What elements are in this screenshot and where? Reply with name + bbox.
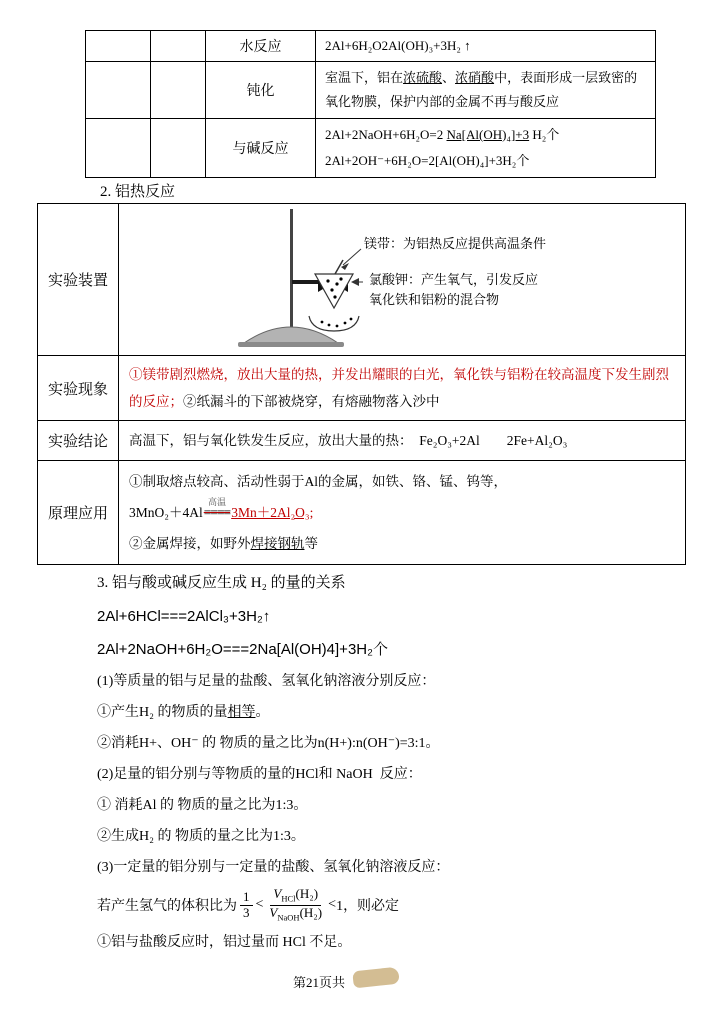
phenomenon-black-text: ②纸漏斗的下部被烧穿，有熔融物落入沙中	[183, 394, 440, 409]
volume-fraction	[266, 887, 325, 923]
text-run: 1，则必定	[336, 899, 400, 914]
equation-left: 3MnO₂＋4Al	[129, 505, 203, 520]
stand-rod	[290, 209, 293, 339]
alkali-reaction-label: 与碱反应	[206, 119, 316, 178]
section-3-heading: 3. 铝与酸或碱反应生成 H₂ 的量的关系	[97, 575, 346, 591]
text-run: 等	[304, 536, 318, 551]
underlined-acid-1: 浓硫酸	[403, 70, 443, 85]
equals-sign: ====	[203, 505, 231, 520]
text-run: (H₂)	[295, 886, 319, 902]
text-run: 。	[255, 705, 270, 720]
apparatus-header: 实验装置	[38, 204, 119, 356]
text-run: 2Al+2NaOH+6H₂O=2	[325, 127, 447, 142]
section-3	[97, 566, 677, 958]
mixture-label: 氧化铁和铝粉的混合物	[369, 291, 500, 307]
water-reaction-label: 水反应	[206, 31, 316, 62]
phenomenon-red-text: ①镁带剧烈燃烧，放出大量的热，并发出耀眼的白光，氧化铁与铝粉在较高温度下发生剧烈的反应；	[129, 367, 669, 409]
paper-funnel	[315, 260, 353, 308]
volume-subscript: HCl	[281, 893, 296, 904]
text-run: ①产生H₂ 的物质的量	[97, 705, 228, 720]
alkali-equation-2: 2Al+2OH⁻+6H₂O=2[Al(OH)₄]+3H₂个	[325, 153, 530, 168]
aluminum-reactions-table	[85, 30, 656, 178]
paragraph-6: ②生成H₂ 的 物质的量之比为1:3。	[97, 829, 305, 844]
text-run: 若产生氢气的体积比为	[97, 899, 237, 914]
table-row	[86, 31, 656, 62]
page-number: 第21页共	[293, 975, 346, 990]
empty-cell	[86, 31, 151, 62]
principle-line-3	[129, 528, 675, 559]
sand-dish	[309, 316, 359, 331]
volume-subscript: NaOH	[277, 912, 300, 923]
text-run: 室温下，铝在	[325, 70, 404, 85]
one-third-fraction	[240, 890, 253, 921]
table-row	[38, 204, 686, 356]
alkali-reaction-content	[316, 119, 656, 178]
less-than-sign: <	[255, 897, 264, 912]
paragraph-5: ① 消耗Al 的 物质的量之比为1:3。	[97, 798, 308, 813]
text-run: (H₂)	[299, 904, 323, 920]
empty-cell	[151, 119, 206, 178]
passivation-content	[316, 62, 656, 119]
water-reaction-equation: 2Al+6H₂O2Al(OH)₃+3H₂ ↑	[316, 31, 656, 62]
phenomenon-content	[119, 356, 686, 421]
hcl-equation: 2Al+6HCl===2AlCl₃+3H₂↑	[97, 608, 271, 625]
condition-equals	[204, 497, 230, 528]
principle-content	[119, 461, 686, 565]
equation-end: ;	[309, 505, 314, 520]
text-run: 中，表面形成一层致密的氧化物膜，保护内部的金属不再与酸反应	[325, 70, 638, 109]
text-run: 、	[442, 70, 456, 85]
text-run: H₂个	[529, 127, 560, 142]
underlined-equal: 相等	[227, 705, 256, 720]
thermite-heading: 2. 铝热反应	[100, 184, 176, 200]
underlined-welding: 焊接钢轨	[250, 536, 305, 551]
passivation-label: 钝化	[206, 62, 316, 119]
alkali-equation-1	[325, 122, 646, 148]
empty-cell	[86, 62, 151, 119]
table-row	[38, 356, 686, 421]
thermite-apparatus-diagram	[119, 205, 684, 355]
paragraph-8: ①铝与盐酸反应时，铝过量而 HCl 不足。	[97, 935, 352, 950]
table-row	[86, 62, 656, 119]
phenomenon-header: 实验现象	[38, 356, 119, 421]
fraction-numerator: 1	[240, 890, 253, 906]
paragraph-3: ②消耗H+、OH⁻ 的 物质的量之比为n(H+):n(OH⁻)=3:1。	[97, 736, 440, 751]
naoh-equation: 2Al+2NaOH+6H₂O===2Na[Al(OH)4]+3H₂个	[97, 641, 388, 658]
condition-label: 高温	[207, 497, 226, 507]
fraction-numerator	[270, 887, 321, 905]
principle-header: 原理应用	[38, 461, 119, 565]
underlined-acid-2: 浓硝酸	[455, 70, 495, 85]
underlined-product: Na[Al(OH)₄]+3	[446, 127, 530, 142]
table-row	[38, 421, 686, 461]
potassium-chlorate-label: 氯酸钾：产生氧气，引发反应	[369, 271, 539, 287]
apparatus-cell	[119, 204, 686, 356]
stand-base	[238, 327, 344, 347]
conclusion-header: 实验结论	[38, 421, 119, 461]
text-run: ②金属焊接，如野外	[129, 536, 251, 551]
highlight-blob	[352, 967, 400, 989]
empty-cell	[151, 62, 206, 119]
table-row	[86, 119, 656, 178]
paragraph-2	[97, 697, 677, 728]
paragraph-4: (2)足量的铝分别与等物质的量的HCl和 NaOH 反应：	[97, 767, 422, 782]
volume-symbol: V	[273, 886, 282, 902]
fraction-denominator	[266, 906, 325, 923]
paragraph-1: (1)等质量的铝与足量的盐酸、氢氧化钠溶液分别反应：	[97, 674, 436, 689]
conclusion-content: 高温下，铝与氧化铁发生反应，放出大量的热： Fe₂O₃+2Al 2Fe+Al₂O₃	[119, 421, 686, 461]
empty-cell	[86, 119, 151, 178]
volume-ratio-line	[97, 883, 677, 927]
less-than-sign: <	[328, 897, 337, 912]
principle-equation	[129, 497, 675, 528]
equation-right-red: 3Mn＋2Al₂O₃	[231, 505, 310, 520]
paragraph-7: (3)一定量的铝分别与一定量的盐酸、氢氧化钠溶液反应：	[97, 860, 450, 875]
magnesium-ribbon-label: 镁带：为铝热反应提供高温条件	[364, 235, 547, 251]
thermite-experiment-table	[37, 203, 686, 565]
principle-line-1: ①制取熔点较高、活动性弱于Al的金属，如铁、铬、锰、钨等，	[129, 474, 507, 489]
fraction-denominator: 3	[243, 904, 250, 920]
empty-cell	[151, 31, 206, 62]
volume-symbol: V	[269, 904, 278, 920]
table-row	[38, 461, 686, 565]
